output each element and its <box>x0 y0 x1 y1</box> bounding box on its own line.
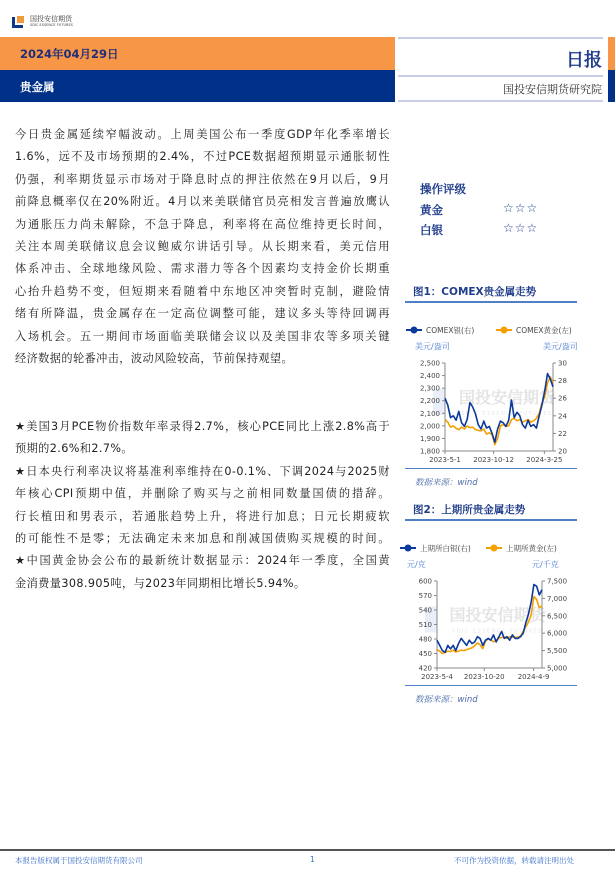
x-tick-label: 2023-5-4 <box>421 673 453 681</box>
left-unit-label: 美元/盎司 <box>415 342 450 351</box>
logo-text-cn: 国投安信期货 <box>30 15 72 23</box>
text-line: 预期的2.6%和2.7%。 <box>15 442 133 456</box>
figure1-chart <box>400 318 580 468</box>
right-tick-label: 20 <box>558 447 567 456</box>
left-tick-label: 570 <box>418 592 432 600</box>
figure2-title: 图2：上期所贵金属走势 <box>413 504 526 516</box>
right-tick-label: 22 <box>558 429 567 438</box>
left-tick-label: 1,800 <box>419 447 440 456</box>
right-tick-label: 30 <box>558 359 567 368</box>
right-tick-label: 6,000 <box>547 629 568 638</box>
text-line: 金消费量308.905吨，与2023年同期相比增长5.94%。 <box>15 576 306 590</box>
institute-name: 国投安信期货研究院 <box>503 83 602 96</box>
legend-gold-marker <box>491 545 498 552</box>
figure1-rule <box>405 301 577 303</box>
watermark-text: 国投安信期货 <box>449 605 546 625</box>
figure2-chart <box>400 540 580 685</box>
text-line: 体系冲击、全球地缘风险、需求潜力等各个因素均支持金价长期重 <box>15 262 390 276</box>
text-line: ★美国3月PCE物价指数年率录得2.7%，核心PCE同比上涨2.8%高于 <box>15 420 390 433</box>
text-line: 心抬升趋势不变，但短期来看随着中东地区冲突暂时克制，避险情 <box>15 284 390 298</box>
text-line: 绪有所降温，贵金属存在一定高位调整可能，建议多头等待回调再 <box>15 307 390 321</box>
figure1-source: 数据来源：wind <box>415 478 478 488</box>
text-line: 前降息概率仅在20%附近。4月以来美联储官员亮相发言普遍放鹰认 <box>15 195 390 209</box>
right-tick-label: 24 <box>558 412 567 421</box>
right-tick-label: 26 <box>558 394 567 403</box>
sector-band-right <box>608 70 615 102</box>
figure2-source: 数据来源：wind <box>415 695 478 705</box>
footer-rule <box>0 849 615 851</box>
left-tick-label: 2,400 <box>419 372 440 381</box>
report-type: 日报 <box>566 50 602 71</box>
report-sector: 贵金属 <box>20 80 55 94</box>
left-tick-label: 510 <box>418 621 432 629</box>
right-tick-label: 5,500 <box>547 647 568 656</box>
text-line: 仍强，利率期货显示市场对于降息时点的押注依然在9月以后，9月 <box>15 172 390 186</box>
rating-label-gold: 黄金 <box>420 203 443 217</box>
left-tick-label: 2,100 <box>419 409 440 418</box>
left-tick-label: 1,900 <box>419 434 440 443</box>
x-tick-label: 2024-3-25 <box>526 456 563 464</box>
text-line: 入场机会。五一期间市场面临美联储会议以及美国非农等多项关键 <box>15 329 390 343</box>
figure2-bottom-rule <box>405 685 577 686</box>
figure2-rule <box>405 519 577 521</box>
watermark-text-en: SDIC ESSENCE FUTURES <box>461 411 553 417</box>
x-tick-label: 2023-10-20 <box>463 673 505 681</box>
right-tick-label: 5,000 <box>547 664 568 673</box>
sector-band <box>0 70 395 102</box>
left-tick-label: 2,000 <box>419 422 440 431</box>
right-tick-label: 7,000 <box>547 594 568 603</box>
text-line: 行长植田和男表示，若通胀趋势上升，将进行加息；日元长期疲软 <box>15 509 390 523</box>
left-tick-label: 420 <box>418 664 432 673</box>
legend-silver-marker <box>405 545 412 552</box>
divider <box>398 100 603 102</box>
legend-silver-label: COMEX银(右) <box>426 326 475 335</box>
rating-stars-gold: ☆☆☆ <box>503 201 539 215</box>
legend-gold-marker <box>501 327 508 334</box>
text-line: ★日本央行利率决议将基准利率维持在0-0.1%、下调2024与2025财 <box>15 464 390 478</box>
text-line: 的可能性不是零；无法确定未来加息和削减国债购买规模的时间。 <box>15 532 390 545</box>
x-tick-label: 2024-4-9 <box>517 673 550 681</box>
footer-disclaimer: 不可作为投资依据，转载请注明出处 <box>454 856 574 865</box>
legend-silver-marker <box>411 327 418 334</box>
figure1-bottom-rule <box>405 468 577 469</box>
text-line: 为通胀压力尚未解除，不急于降息，利率将在高位维持更长时间， <box>15 217 390 231</box>
page-number: 1 <box>310 855 315 864</box>
divider <box>398 75 603 77</box>
left-unit-label: 元/克 <box>407 560 426 569</box>
text-line: 1.6%，远不及市场预期的2.4%，不过PCE数据超预期显示通胀韧性 <box>15 150 390 164</box>
footer-copyright: 本报告版权属于国投安信期货有限公司 <box>15 856 143 865</box>
left-tick-label: 2,500 <box>419 359 440 368</box>
date-band-right <box>608 37 615 70</box>
text-line: 今日贵金属延续窄幅波动。上周美国公布一季度GDP年化季率增长 <box>15 128 390 141</box>
rating-label-silver: 白银 <box>420 223 443 237</box>
right-unit-label: 元/千克 <box>532 560 559 569</box>
legend-silver-label: 上期所白银(右) <box>420 544 471 553</box>
left-tick-label: 2,200 <box>419 397 440 406</box>
left-tick-label: 480 <box>418 635 432 644</box>
rating-title: 操作评级 <box>420 182 466 196</box>
left-tick-label: 2,300 <box>419 384 440 393</box>
right-tick-label: 6,500 <box>547 612 568 621</box>
legend-gold-label: COMEX黄金(左) <box>516 326 572 335</box>
right-tick-label: 7,500 <box>547 577 568 586</box>
text-line: 关注本周美联储议息会议鲍威尔讲话引导。从长期来看，美元信用 <box>15 240 390 253</box>
left-tick-label: 450 <box>418 650 432 658</box>
right-tick-label: 28 <box>558 377 567 386</box>
legend-gold-label: 上期所黄金(左) <box>506 544 557 553</box>
right-unit-label: 美元/盎司 <box>543 342 578 351</box>
logo-text-en: SDIC ESSENCE FUTURES <box>30 23 73 27</box>
logo-icon <box>12 14 26 28</box>
text-line: 经济数据的轮番冲击，波动风险较高，节前保持观望。 <box>15 352 294 365</box>
divider <box>398 37 603 39</box>
company-logo <box>12 10 73 32</box>
x-tick-label: 2023-5-1 <box>429 456 461 464</box>
left-tick-label: 540 <box>418 606 432 615</box>
text-line: ★中国黄金协会公布的最新统计数据显示：2024年一季度，全国黄 <box>15 554 390 568</box>
x-tick-label: 2023-10-12 <box>473 456 514 464</box>
left-tick-label: 600 <box>418 577 432 586</box>
text-line: 年核心CPI预期中值，并删除了购买与之前相同数量国债的措辞。 <box>15 487 390 501</box>
watermark-text-en: SDIC ESSENCE FUTURES <box>451 628 544 635</box>
rating-stars-silver: ☆☆☆ <box>503 221 539 235</box>
report-date: 2024年04月29日 <box>20 47 119 61</box>
figure1-title: 图1：COMEX贵金属走势 <box>413 286 537 298</box>
watermark-text: 国投安信期货 <box>458 388 556 407</box>
